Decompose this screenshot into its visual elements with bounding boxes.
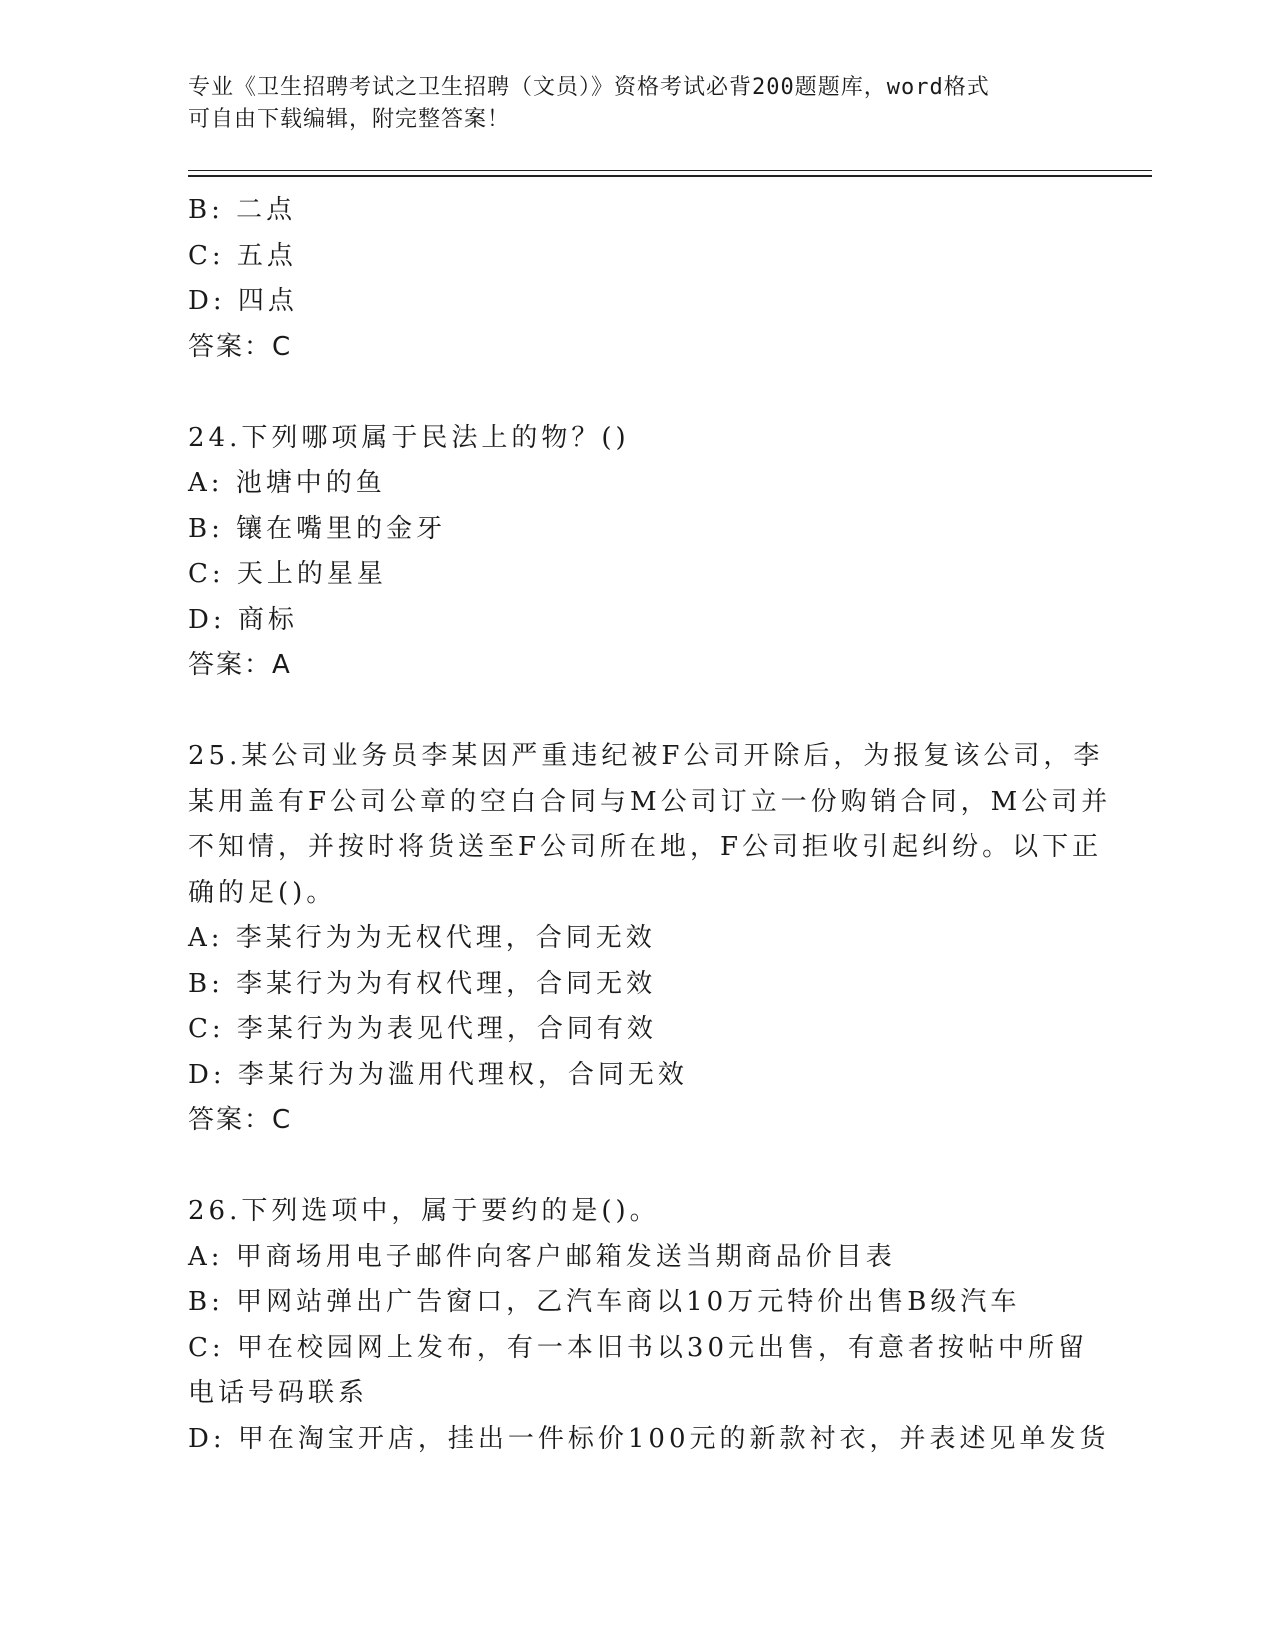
q25-option-a: A: 李某行为为无权代理，合同无效 — [188, 923, 656, 953]
q26-stem: 26.下列选项中，属于要约的是()。 — [188, 1196, 660, 1226]
q26-option-b: B: 甲网站弹出广告窗口，乙汽车商以10万元特价出售B级汽车 — [188, 1287, 1021, 1317]
question-23-block — [188, 188, 1088, 370]
question-spacer — [188, 370, 1088, 416]
question-content — [188, 188, 1112, 1462]
header-rule-thin — [188, 170, 1152, 171]
q26-option-d: D: 甲在淘宝开店，挂出一件标价100元的新款衬衣，并表述见单发货 — [188, 1423, 1110, 1454]
document-header — [188, 72, 1088, 136]
q25-option-c: C: 李某行为为表见代理，合同有效 — [188, 1014, 657, 1044]
question-spacer — [188, 1144, 1088, 1190]
header-title-line-2: 可自由下载编辑，附完整答案！ — [188, 107, 511, 132]
q26-option-c-line-1: C: 甲在校园网上发布，有一本旧书以30元出售，有意者按帖中所留 — [188, 1332, 1089, 1363]
q24-option-b: B: 镶在嘴里的金牙 — [188, 513, 447, 544]
q25-stem-line-2: 某用盖有F公司公章的空白合同与M公司订立一份购销合同，M公司并 — [188, 786, 1112, 817]
q24-stem: 24.下列哪项属于民法上的物？() — [188, 422, 630, 453]
q23-answer: 答案：C — [188, 331, 293, 362]
q25-stem-line-4: 确的足()。 — [188, 877, 337, 908]
q23-option-b: B: 二点 — [188, 195, 297, 225]
header-title-line-1: 专业《卫生招聘考试之卫生招聘（文员）》资格考试必背200题题库，word格式 — [188, 75, 990, 100]
q25-option-b: B: 李某行为为有权代理，合同无效 — [188, 968, 657, 999]
question-spacer — [188, 689, 1088, 735]
q25-stem-line-1: 25.某公司业务员李某因严重违纪被F公司开除后，为报复该公司，李 — [188, 741, 1104, 771]
question-26-block — [188, 1189, 1110, 1462]
q24-answer: 答案：A — [188, 650, 292, 680]
q26-option-c-line-2: 电话号码联系 — [188, 1378, 369, 1408]
question-25-block — [188, 734, 1112, 1144]
q24-option-c: C: 天上的星星 — [188, 559, 387, 589]
q23-option-c: C: 五点 — [188, 240, 297, 271]
q25-option-d: D: 李某行为为滥用代理权，合同无效 — [188, 1059, 688, 1090]
q23-option-d: D: 四点 — [188, 286, 298, 316]
question-24-block — [188, 416, 1088, 689]
q24-option-d: D: 商标 — [188, 604, 298, 635]
q25-answer: 答案：C — [188, 1105, 293, 1135]
header-rule-thick — [188, 175, 1152, 177]
q24-option-a: A: 池塘中的鱼 — [188, 468, 386, 498]
q26-option-a: A: 甲商场用电子邮件向客户邮箱发送当期商品价目表 — [188, 1241, 896, 1272]
q25-stem-line-3: 不知情，并按时将货送至F公司所在地，F公司拒收引起纠纷。以下正 — [188, 832, 1103, 862]
